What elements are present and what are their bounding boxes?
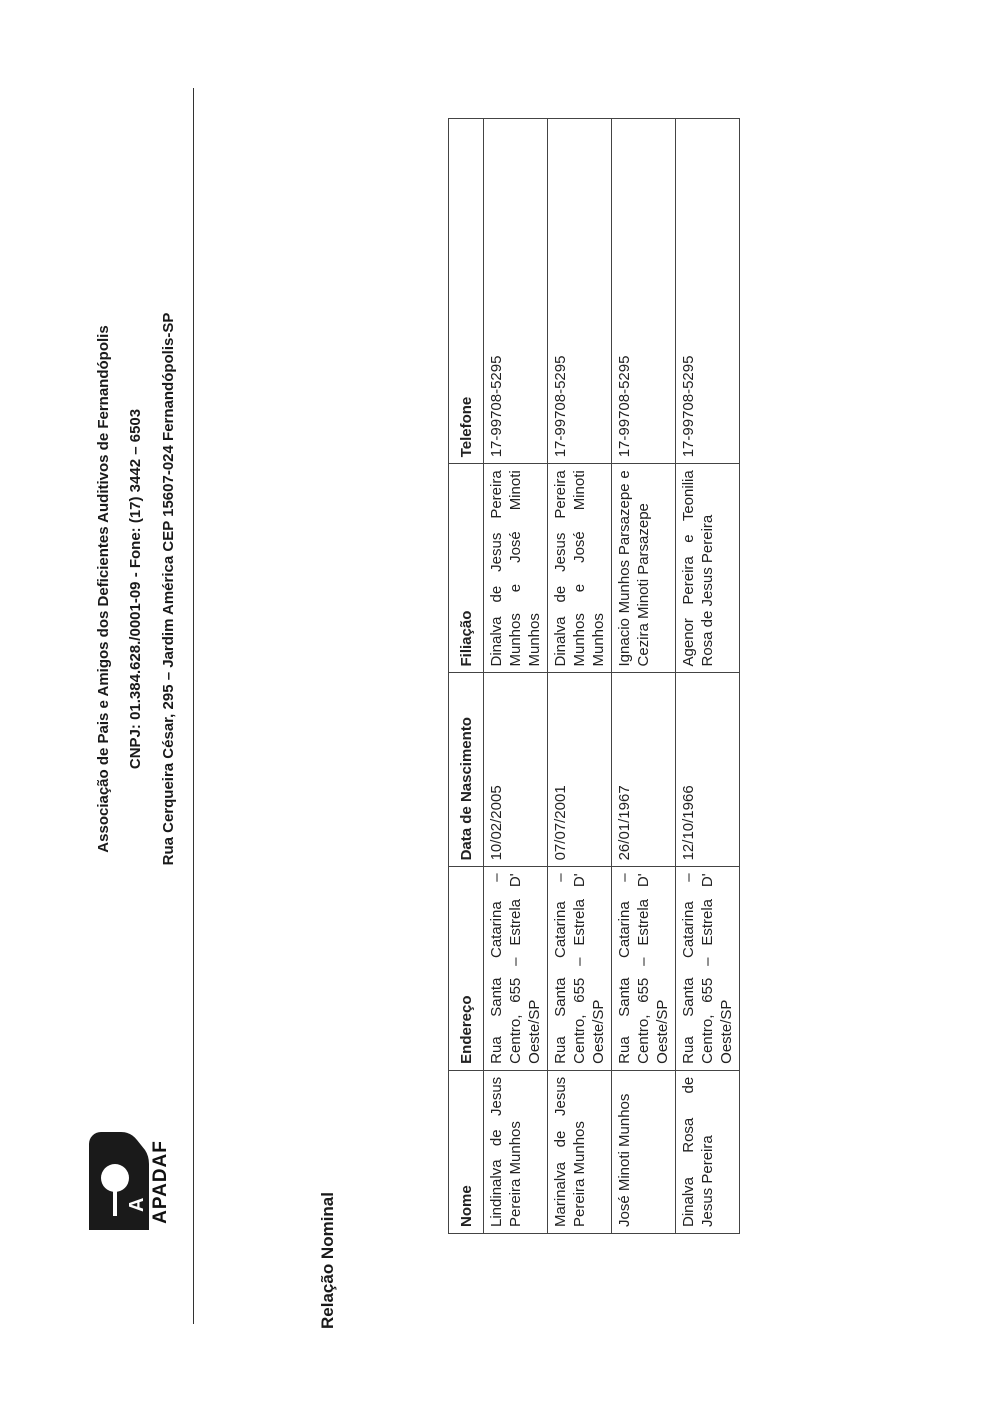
table-row xyxy=(548,119,612,1234)
cell-endereco: Rua Santa Catarina – Centro, 655 – Estrela D' Oeste/SP xyxy=(612,867,676,1070)
col-header-telefone: Telefone xyxy=(449,119,484,464)
cell-endereco: Rua Santa Catarina – Centro, 655 – Estrela D' Oeste/SP xyxy=(484,867,548,1070)
cell-filiacao: Ignacio Munhos Parsazepe e Cezira Minoti Parsazepe xyxy=(612,464,676,673)
nominal-list-table xyxy=(448,118,740,1234)
header-cnpj-phone: CNPJ: 01.384.628./0001-09 - Fone: (17) 3442 – 6503 xyxy=(127,408,144,770)
cell-nascimento: 12/10/1966 xyxy=(676,673,740,867)
table-row xyxy=(676,119,740,1234)
ear-logo-icon xyxy=(85,1128,153,1236)
col-header-nascimento: Data de Nascimento xyxy=(449,673,484,867)
table-row xyxy=(612,119,676,1234)
logo-text: APADAF xyxy=(150,1140,171,1224)
cell-nascimento: 10/02/2005 xyxy=(484,673,548,867)
col-header-filiacao: Filiação xyxy=(449,464,484,673)
cell-nome: Dinalva Rosa de Jesus Pereira xyxy=(676,1070,740,1233)
logo-letter: A xyxy=(126,1197,148,1212)
col-header-nome: Nome xyxy=(449,1070,484,1233)
cell-endereco: Rua Santa Catarina – Centro, 655 – Estrela D' Oeste/SP xyxy=(676,867,740,1070)
cell-filiacao: Dinalva de Jesus Pereira Munhos e José Minoti Munhos xyxy=(548,464,612,673)
cell-nome: Lindinalva de Jesus Pereira Munhos xyxy=(484,1070,548,1233)
cell-telefone: 17-99708-5295 xyxy=(484,119,548,464)
header-divider xyxy=(193,88,194,1324)
col-header-endereco: Endereço xyxy=(449,867,484,1070)
cell-nome: Marinalva de Jesus Pereira Munhos xyxy=(548,1070,612,1233)
cell-filiacao: Dinalva de Jesus Pereira Munhos e José Minoti Munhos xyxy=(484,464,548,673)
cell-nascimento: 07/07/2001 xyxy=(548,673,612,867)
cell-telefone: 17-99708-5295 xyxy=(676,119,740,464)
cell-nome: José Minoti Munhos xyxy=(612,1070,676,1233)
table-row xyxy=(484,119,548,1234)
cell-filiacao: Agenor Pereira e Teonilia Rosa de Jesus Pereira xyxy=(676,464,740,673)
cell-nascimento: 26/01/1967 xyxy=(612,673,676,867)
table-header-row xyxy=(449,119,484,1234)
header-organization-name: Associação de Pais e Amigos dos Deficientes Auditivos de Fernandópolis xyxy=(95,325,112,853)
cell-telefone: 17-99708-5295 xyxy=(548,119,612,464)
page-title: Relação Nominal xyxy=(318,1192,337,1329)
header-address: Rua Cerqueira César, 295 – Jardim América CEP 15607-024 Fernandópolis-SP xyxy=(160,312,177,866)
cell-telefone: 17-99708-5295 xyxy=(612,119,676,464)
cell-endereco: Rua Santa Catarina – Centro, 655 – Estrela D' Oeste/SP xyxy=(548,867,612,1070)
